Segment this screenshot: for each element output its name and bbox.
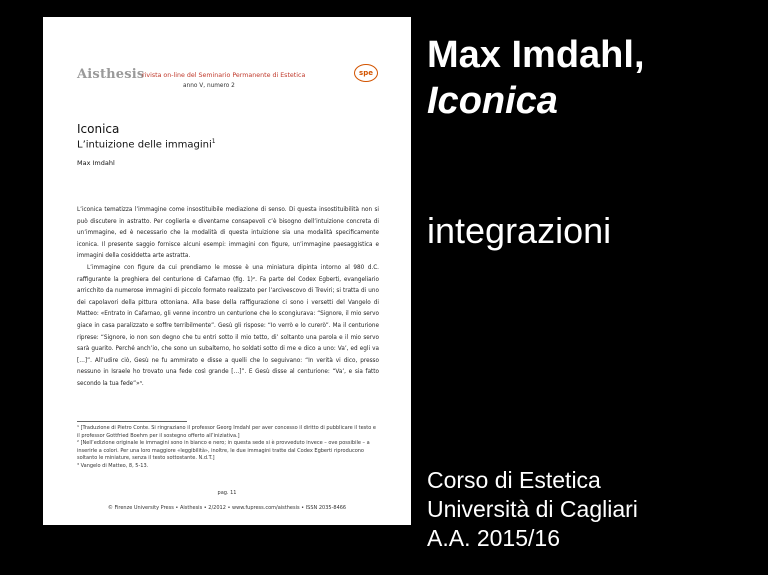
slide-title [427,32,645,124]
footnote-divider [77,421,187,422]
academic-year: A.A. 2015/16 [427,525,560,551]
article-title: Iconica [77,122,120,136]
spe-logo: spe [354,64,378,82]
subtitle-text: L’intuizione delle immagini [77,139,212,151]
footnote: ³ Vangelo di Matteo, 8, 5-13. [77,462,149,469]
journal-header: rivista on-line del Seminario Permanente di Estetica [142,72,306,79]
slide-title-author: Max Imdahl, [427,34,645,76]
footnote: ¹ [Traduzione di Pietro Conte. Si ringraziano il professor Georg Imdahl per aver concesso il diritto di pubblicare il testo e il professor Gottfried Boehm per il sostegno offerto all’iniziativa.] [77,425,376,439]
aisthesis-logo: Aisthesis [77,67,145,82]
footnote-ref: 1 [211,138,216,145]
publisher-footer: © Firenze University Press • Aisthesis • 2/2012 • www.fupress.com/aisthesis • ISSN 2035-8466 [107,505,347,511]
body-paragraph: L’immagine con figure da cui prendiamo le mosse è una miniatura dipinta intorno al 980 d.C. raffigurante la preghiera del centurione di Cafarnao (fig. 1)². Fa parte del Codex Egberti, evangeliario arricchito da numerose immagini di piccolo formato realizzato per l’arcivescovo di Treviri; si tratta di uno dei capolavori della pittura ottoniana. Alla base della raffigurazione ci sono i versetti del Vangelo di Matteo: «Entrato in Cafarnao, gli venne incontro un centurione che lo scongiurava: “Signore, il mio servo giace in casa paralizzato e soffre terribilmente”. Gesù gli rispose: “Io verrò e lo curerò”. Ma il centurione riprese: “Signore, io non son degno che tu entri sotto il mio tetto, di’ soltanto una parola e il mio servo sarà guarito. Perché anch’io, che sono un subalterno, ho soldati sotto di me e dico a uno: Va’, ed egli va […]”. All’udire ciò, Gesù ne fu ammirato e disse a quelli che lo seguivano: “In verità vi dico, presso nessuno in Israele ho trovato una fede così grande […]”. E Gesù disse al centurione: “Va’, e sia fatto secondo la tua fede”»³. [77,264,379,387]
article-body [77,205,379,391]
university-name: Università di Cagliari [427,496,638,522]
footnotes [77,425,379,471]
footnote: ² [Nell’edizione originale le immagini sono in bianco e nero; in questa sede si è provveduto invece – ove possibile – a inserirle a colori. Per una loro maggiore «leggibilità», inoltre, le due immagini tratte dal Codex Egberti riproducono soltanto le miniature, senza il testo sottostante. N.d.T.] [77,440,370,462]
article-subtitle [77,138,216,150]
course-info [427,466,638,553]
body-paragraph: L’iconica tematizza l’immagine come insostituibile mediazione di senso. Di questa insostituibilità non si può discutere in astratto. Per coglierla e diventarne consapevoli c’è bisogno dell’intuizione concreta di un’immagine, ed è necessario che la modalità di questa intuizione sia una modalità specificamente iconica. Il presente saggio fornisce alcuni esempi: immagini con figure, un’immagine paesaggistica e immagini della cosiddetta arte astratta. [77,207,379,260]
document-page-image [43,17,411,525]
issue-label: anno V, numero 2 [183,83,235,89]
slide-title-work: Iconica [427,80,558,122]
slide-section-label: integrazioni [427,210,612,251]
article-author: Max Imdahl [77,159,115,167]
course-name: Corso di Estetica [427,467,601,493]
page-number: pag. 11 [217,490,237,496]
